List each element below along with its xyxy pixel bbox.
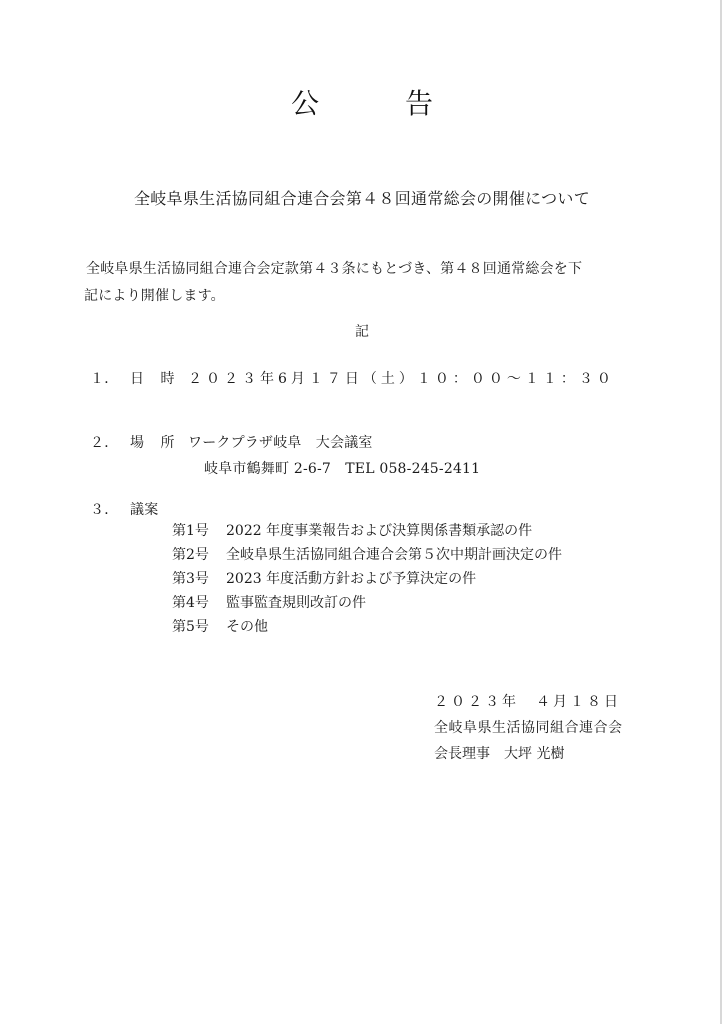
intro-line-2: 記により開催します。 [84, 288, 225, 304]
agenda-item-text: 2022 年度事業報告および決算関係書類承認の件 [226, 523, 533, 539]
notice-title: 公告 [290, 87, 519, 120]
agenda-item [172, 543, 562, 567]
venue-name: ワークプラザ岐阜 大会議室 [188, 435, 373, 451]
agenda-item [172, 591, 562, 615]
venue-number: ２． [90, 435, 119, 451]
agenda-label: 議案 [130, 502, 159, 518]
agenda-item-text: 全岐阜県生活協同組合連合会第５次中期計画決定の件 [226, 547, 562, 563]
agenda-item-no: 第2号 [172, 547, 209, 563]
agenda-number: ３． [90, 502, 119, 518]
agenda-item-no: 第3号 [172, 571, 209, 587]
scan-edge-line [720, 0, 722, 1024]
signature-name: 会長理事 大坪 光樹 [434, 746, 565, 762]
agenda-item-no: 第1号 [172, 523, 209, 539]
agenda-item-text: その他 [226, 619, 268, 635]
venue-row [90, 432, 373, 452]
signature-date: ２０２３年 ４月１８日 [434, 694, 621, 710]
datetime-value: ２０２３年6月１７日（土）１０：００～１１：３０ [188, 371, 615, 387]
signature-organization: 全岐阜県生活協同組合連合会 [434, 720, 623, 736]
intro-paragraph [86, 256, 666, 310]
agenda-item [172, 567, 562, 591]
ki-heading: 記 [355, 324, 369, 340]
notice-subtitle: 全岐阜県生活協同組合連合会第４８回通常総会の開催について [133, 189, 591, 208]
datetime-number: １． [90, 371, 119, 387]
datetime-label: 日 時 [130, 371, 181, 387]
venue-address: 岐阜市鶴舞町 2-6-7 TEL 058-245-2411 [204, 461, 481, 477]
agenda-item-no: 第4号 [172, 595, 209, 611]
agenda-heading-row [90, 499, 158, 519]
agenda-item-text: 監事監査規則改訂の件 [226, 595, 366, 611]
agenda-list [172, 519, 562, 639]
datetime-row [90, 368, 615, 388]
intro-line-1: 全岐阜県生活協同組合連合会定款第４３条にもとづき、第４８回通常総会を下 [86, 261, 583, 277]
agenda-item-no: 第5号 [172, 619, 209, 635]
venue-label: 場 所 [130, 435, 181, 451]
signature-block [434, 689, 623, 767]
agenda-item [172, 519, 562, 543]
agenda-item [172, 615, 562, 639]
agenda-item-text: 2023 年度活動方針および予算決定の件 [226, 571, 477, 587]
